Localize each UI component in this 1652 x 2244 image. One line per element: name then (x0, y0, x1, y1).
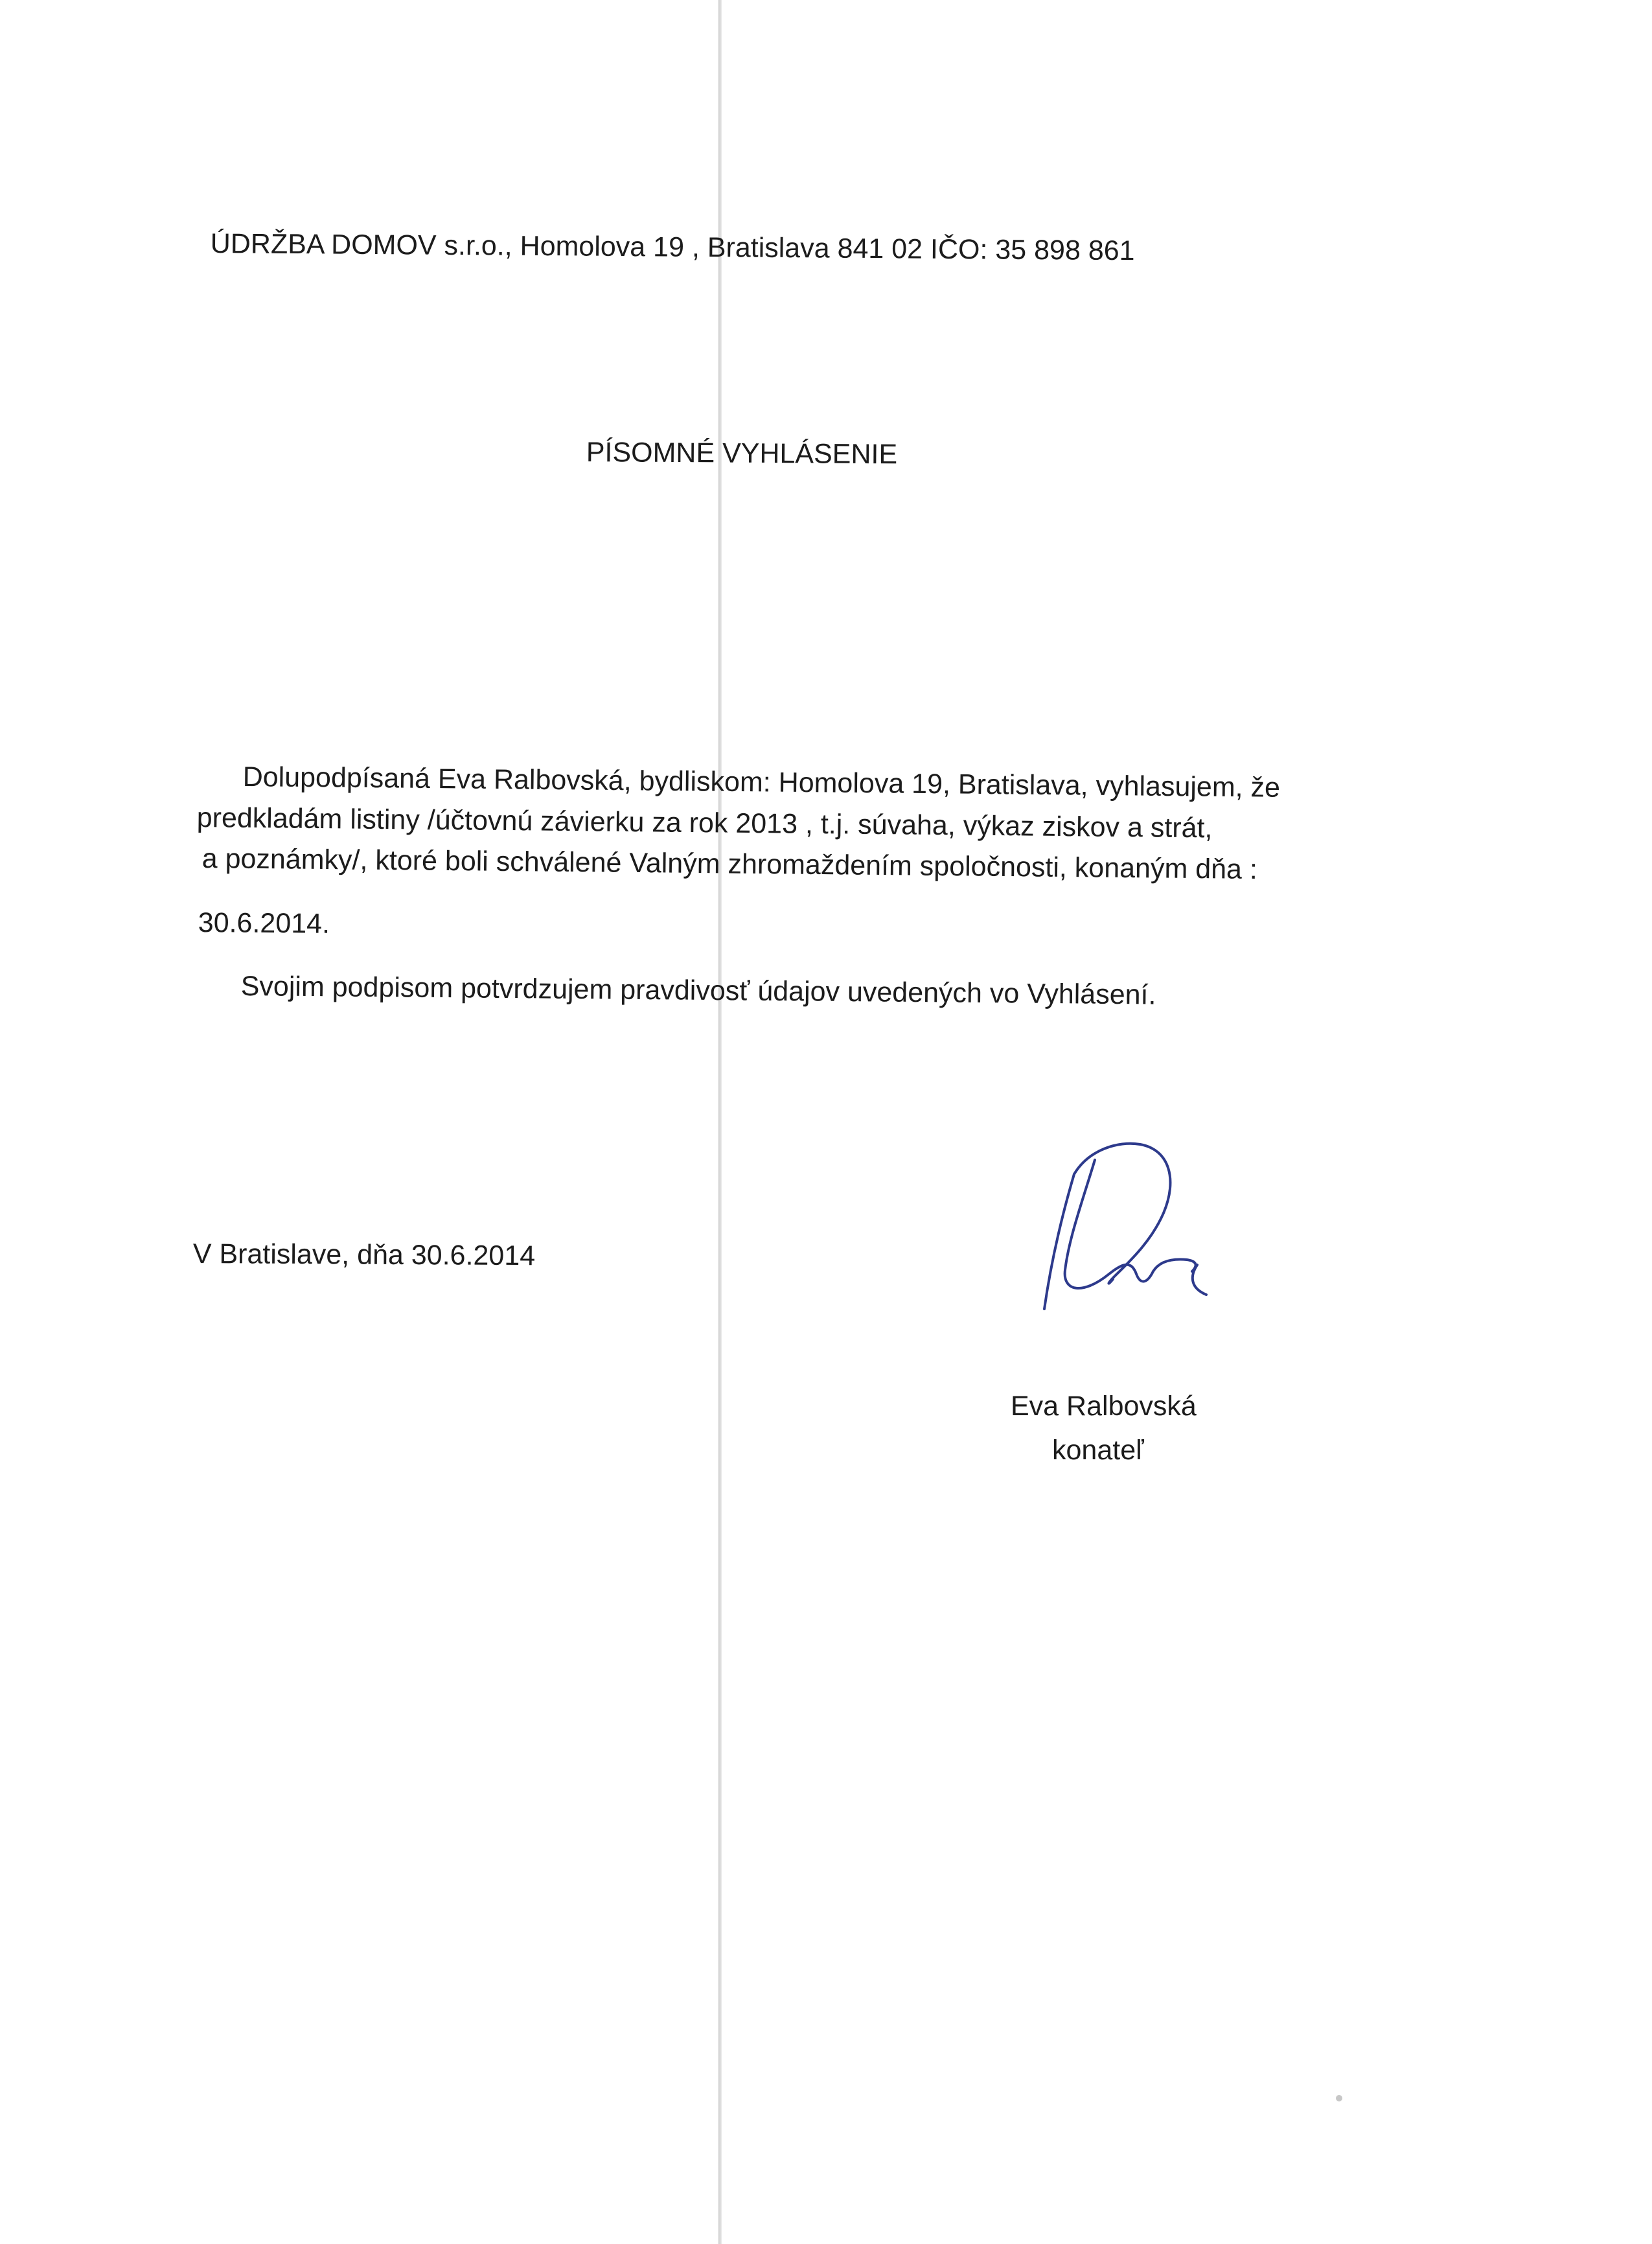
place-and-date: V Bratislave, dňa 30.6.2014 (192, 1238, 536, 1272)
signer-role: konateľ (1052, 1435, 1144, 1466)
body-line: 30.6.2014. (198, 907, 330, 940)
scan-fold-line (718, 0, 722, 2244)
document-title: PÍSOMNÉ VYHLÁSENIE (586, 436, 898, 470)
signature-stroke (1065, 1160, 1153, 1288)
signature-stroke (1074, 1144, 1170, 1284)
signer-name: Eva Ralbovská (1011, 1391, 1197, 1422)
affirmation-text: Svojim podpisom potvrdzujem pravdivosť údajov uvedených vo Vyhlásení. (240, 970, 1156, 1011)
scan-speck (1336, 2095, 1342, 2101)
signature-stroke (1193, 1265, 1206, 1295)
body-line: a poznámky/, ktoré boli schválené Valným zhromaždením spoločnosti, konaným dňa : (201, 842, 1258, 886)
body-line: Dolupodpísaná Eva Ralbovská, bydliskom: Homolova 19, Bratislava, vyhlasujem, že (242, 761, 1281, 804)
body-line: predkladám listiny /účtovnú závierku za rok 2013 , t.j. súvaha, výkaz ziskov a strát, (196, 802, 1213, 844)
handwritten-signature (1037, 1121, 1257, 1335)
signature-stroke (1153, 1260, 1196, 1271)
company-header: ÚDRŽBA DOMOV s.r.o., Homolova 19 , Bratislava 841 02 IČO: 35 898 861 (210, 227, 1135, 267)
